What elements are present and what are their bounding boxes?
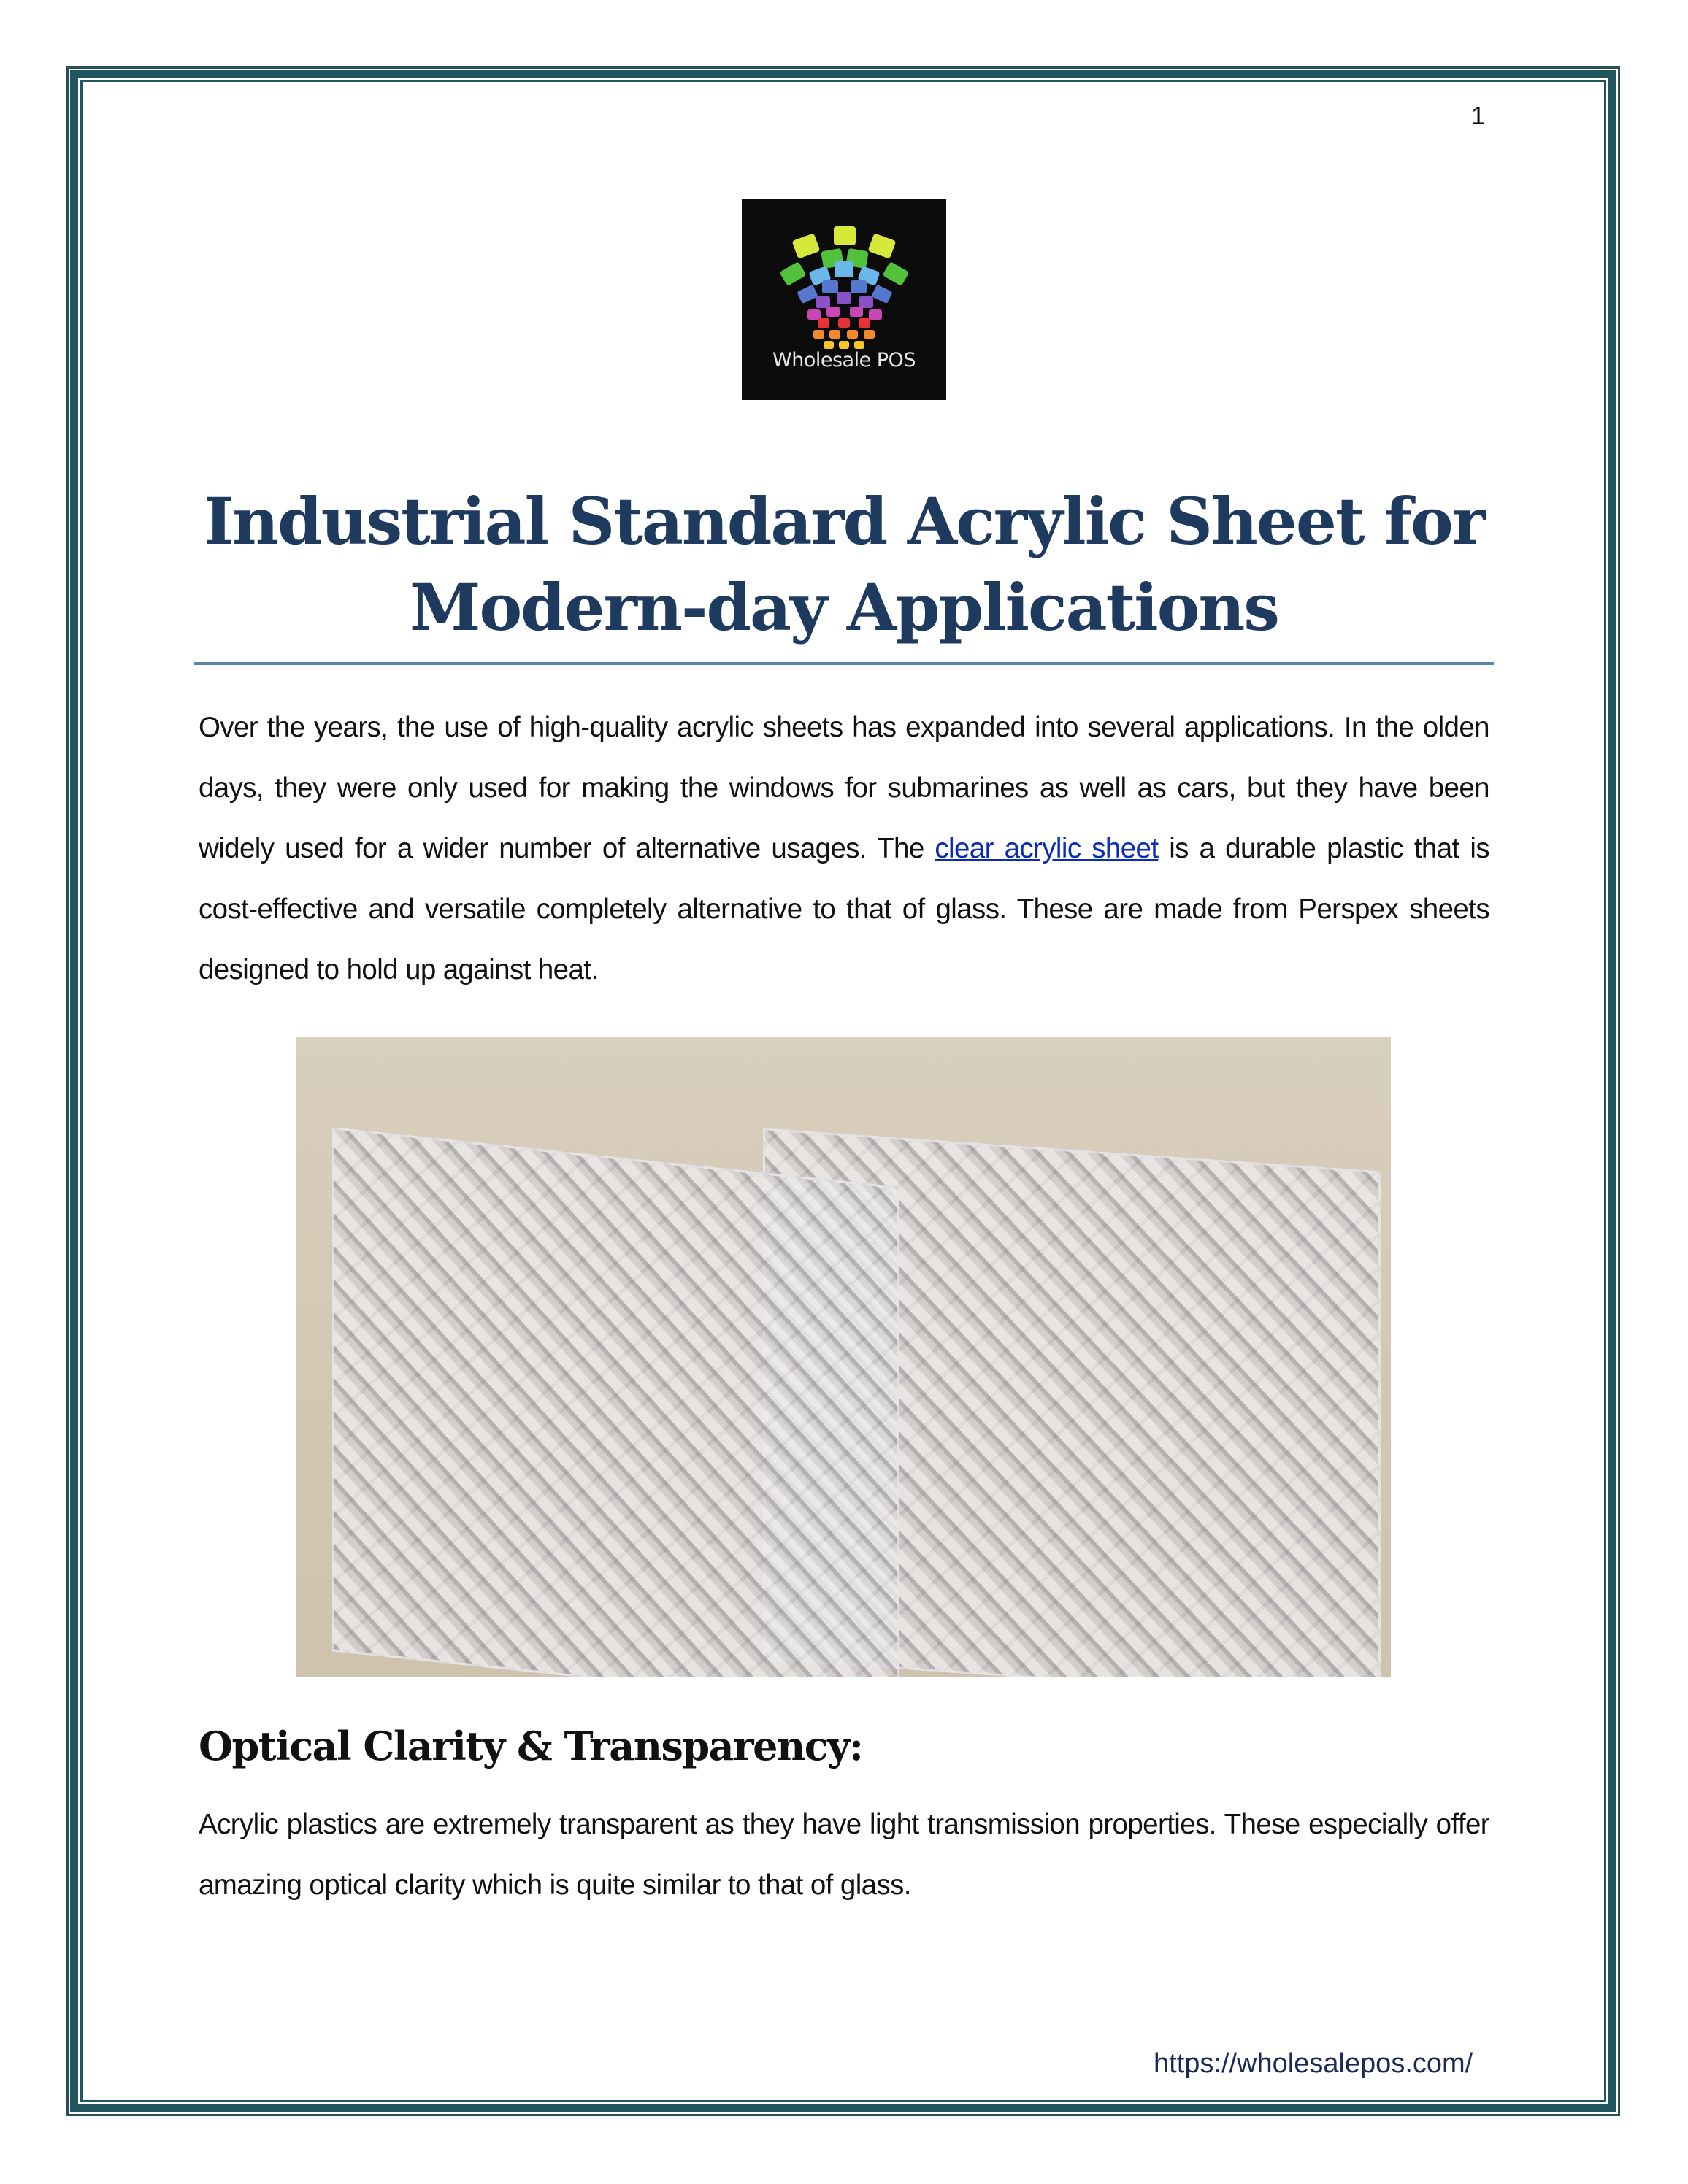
acrylic-sheet-front [332, 1127, 899, 1677]
page-title-line-2: Modern-day Applications [410, 569, 1278, 645]
clear-acrylic-sheet-link[interactable]: clear acrylic sheet [935, 833, 1159, 864]
colorful-tile-fan-logo-icon [742, 199, 946, 352]
section-heading-optical-clarity: Optical Clarity & Transparency: [199, 1723, 863, 1769]
intro-paragraph [199, 697, 1489, 1000]
intro-text-start: Over the years, the use of high-quality acrylic sheets has expanded into several applications. In the olden days, they were only used for making the windows for submarines as well as cars, but they have been widely used for a wider number of alternative usages. The [199, 712, 1489, 864]
acrylic-sheets-photo [296, 1037, 1391, 1677]
title-divider [194, 662, 1494, 665]
page-title [196, 478, 1492, 650]
page-title-line-1: Industrial Standard Acrylic Sheet for [203, 483, 1485, 559]
logo-text: Wholesale POS [772, 349, 916, 372]
page-number: 1 [1471, 102, 1485, 130]
wholesale-pos-logo [742, 199, 946, 400]
footer-website-link[interactable]: https://wholesalepos.com/ [1154, 2048, 1473, 2079]
intro-text-end: is a durable plastic that is cost-effective and versatile completely alternative to that of glass. These are made from Perspex sheets designed to hold up against heat. [199, 833, 1489, 985]
optical-clarity-paragraph: Acrylic plastics are extremely transparent as they have light transmission properties. These especially offer amazing optical clarity which is quite similar to that of glass. [199, 1809, 1489, 1901]
